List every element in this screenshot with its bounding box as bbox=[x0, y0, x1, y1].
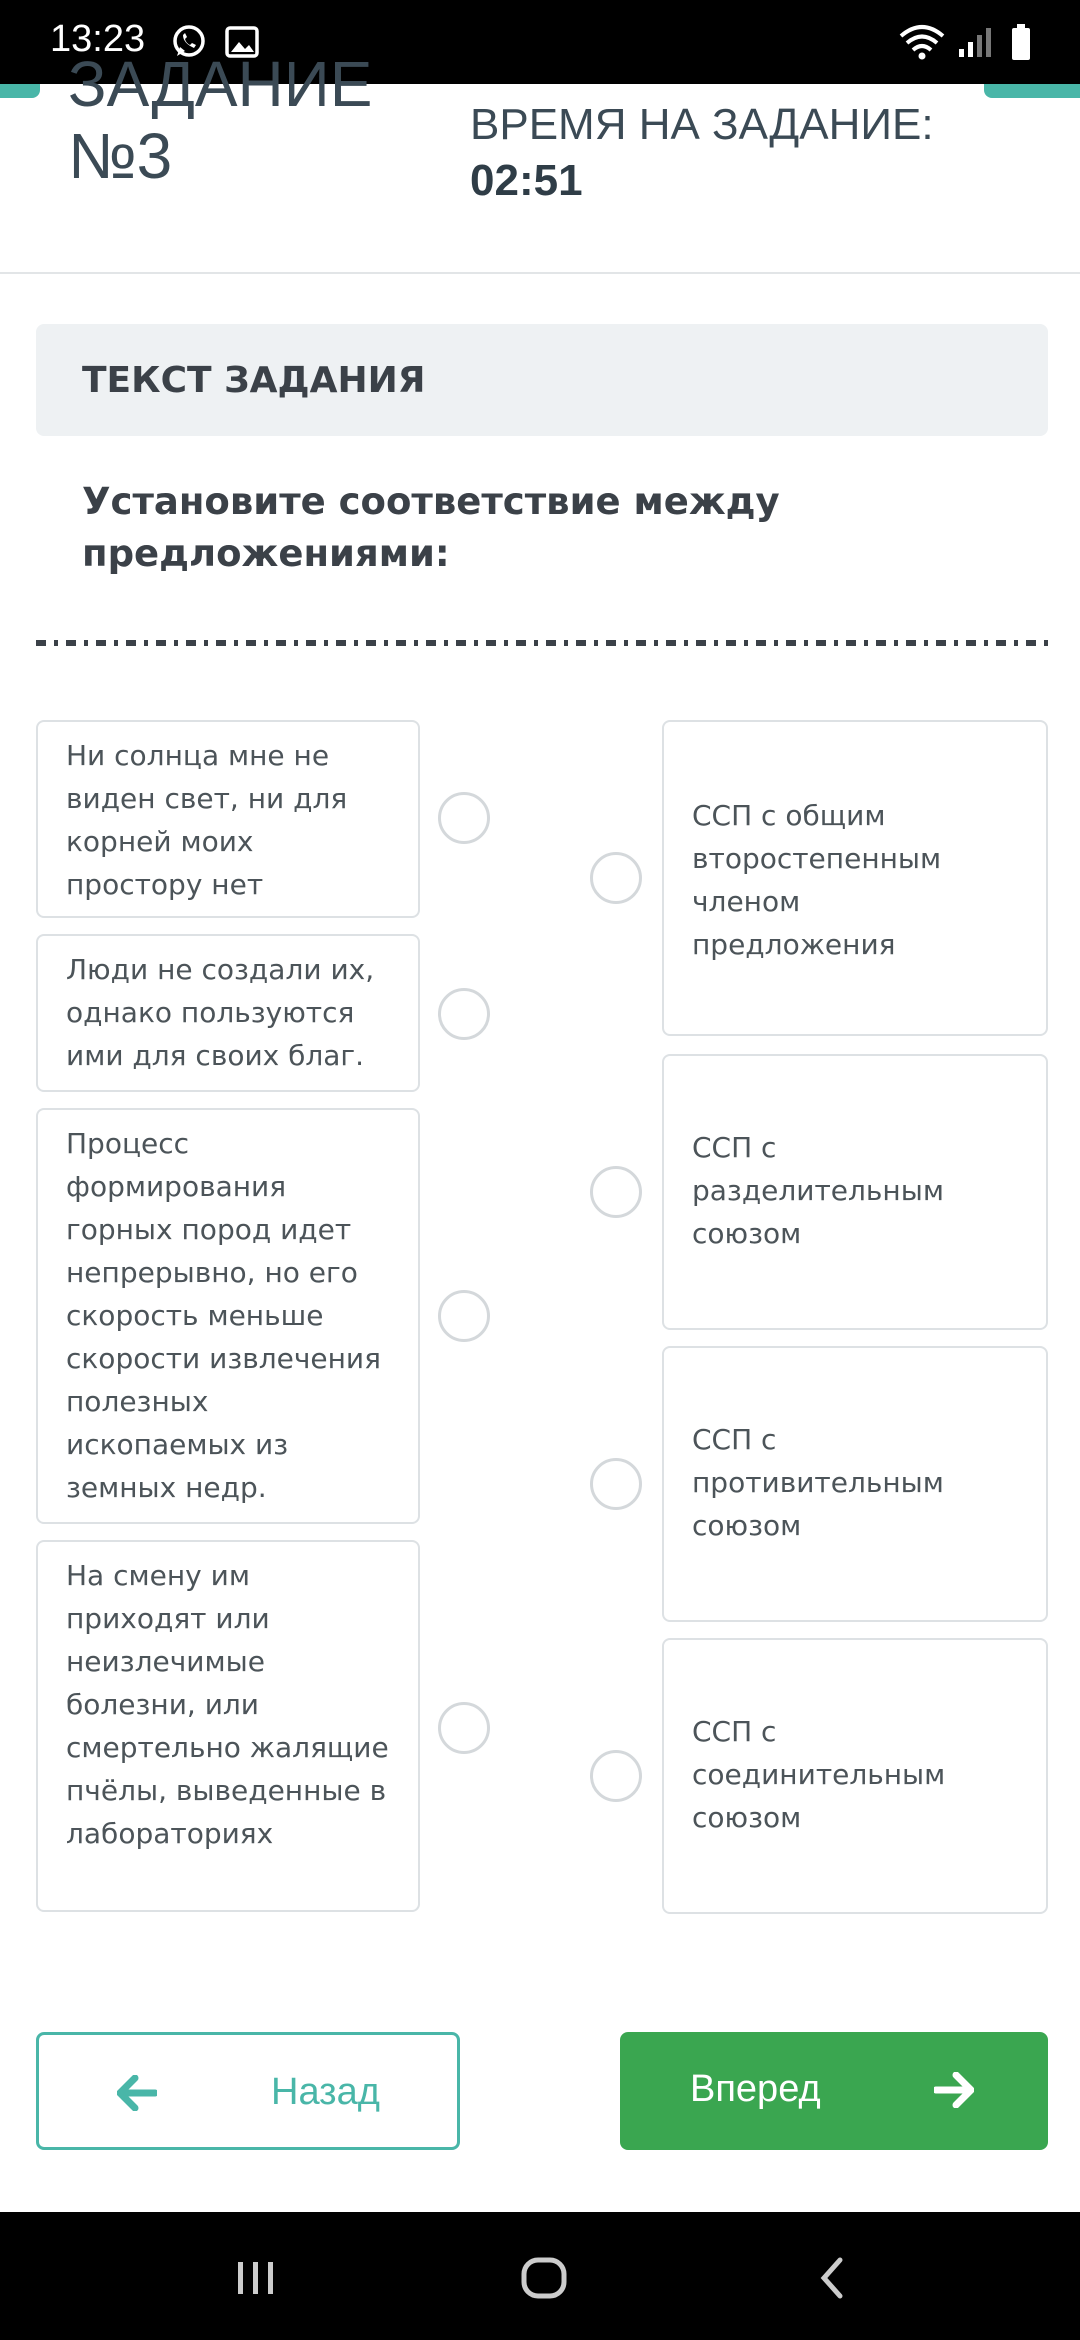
task-instruction: Установите соответствие между предложениями: bbox=[82, 480, 780, 575]
system-nav-bar bbox=[0, 2212, 1080, 2340]
cropped-text-line bbox=[36, 640, 1048, 646]
left-item-text: На смену им приходят или неизлечимые болезни, или смертельно жалящие пчёлы, выведенные в лабораториях bbox=[66, 1559, 389, 1850]
recents-icon[interactable] bbox=[226, 2248, 286, 2308]
left-item-card[interactable] bbox=[36, 934, 420, 1092]
right-item-text: ССП с разделительным союзом bbox=[692, 1131, 944, 1250]
next-button-label: Вперед bbox=[690, 2068, 821, 2110]
left-item-card[interactable] bbox=[36, 720, 420, 918]
left-item-text: Люди не создали их, однако пользуются ими для своих благ. bbox=[66, 953, 375, 1072]
left-item-text: Процесс формирования горных пород идет непрерывно, но его скорость меньше скорости извлечения полезных ископаемых из земных недр. bbox=[66, 1127, 381, 1504]
left-match-radio[interactable] bbox=[438, 988, 490, 1040]
task-text-heading: ТЕКСТ ЗАДАНИЯ bbox=[82, 360, 426, 401]
timer-value: 02:51 bbox=[470, 156, 583, 205]
signal-icon bbox=[955, 20, 993, 64]
wifi-icon bbox=[896, 20, 948, 64]
right-item-card[interactable] bbox=[662, 1638, 1048, 1914]
system-back-icon[interactable] bbox=[802, 2248, 862, 2308]
next-button[interactable] bbox=[620, 2032, 1048, 2150]
back-button-label: Назад bbox=[271, 2071, 380, 2113]
arrow-right-icon bbox=[932, 2068, 976, 2112]
header-accent-left bbox=[0, 84, 40, 98]
header-accent-right bbox=[984, 84, 1080, 98]
right-item-text: ССП с общим второстепенным членом предложения bbox=[692, 799, 942, 961]
arrow-left-icon bbox=[115, 2071, 159, 2115]
right-match-radio[interactable] bbox=[590, 1458, 642, 1510]
battery-icon bbox=[1006, 20, 1036, 64]
left-item-text: Ни солнца мне не виден свет, ни для корней моих простору нет bbox=[66, 739, 348, 901]
right-item-text: ССП с соединительным союзом bbox=[692, 1715, 946, 1834]
left-match-radio[interactable] bbox=[438, 1290, 490, 1342]
left-match-radio[interactable] bbox=[438, 1702, 490, 1754]
task-title-line-1: ЗАДАНИЕ bbox=[68, 48, 373, 120]
right-item-card[interactable] bbox=[662, 1054, 1048, 1330]
left-item-card[interactable] bbox=[36, 1108, 420, 1524]
status-time: 13:23 bbox=[50, 18, 146, 60]
task-text-section bbox=[36, 324, 1048, 436]
right-item-card[interactable] bbox=[662, 720, 1048, 1036]
header-divider bbox=[0, 272, 1080, 274]
left-match-radio[interactable] bbox=[438, 792, 490, 844]
right-match-radio[interactable] bbox=[590, 1166, 642, 1218]
timer-label: ВРЕМЯ НА ЗАДАНИЕ: bbox=[470, 100, 934, 149]
right-item-card[interactable] bbox=[662, 1346, 1048, 1622]
task-number-title bbox=[68, 48, 372, 192]
right-match-radio[interactable] bbox=[590, 852, 642, 904]
right-item-text: ССП с противительным союзом bbox=[692, 1423, 944, 1542]
home-icon[interactable] bbox=[514, 2248, 574, 2308]
left-item-card[interactable] bbox=[36, 1540, 420, 1912]
right-match-radio[interactable] bbox=[590, 1750, 642, 1802]
back-button[interactable] bbox=[36, 2032, 460, 2150]
task-title-line-2: №3 bbox=[68, 120, 173, 192]
